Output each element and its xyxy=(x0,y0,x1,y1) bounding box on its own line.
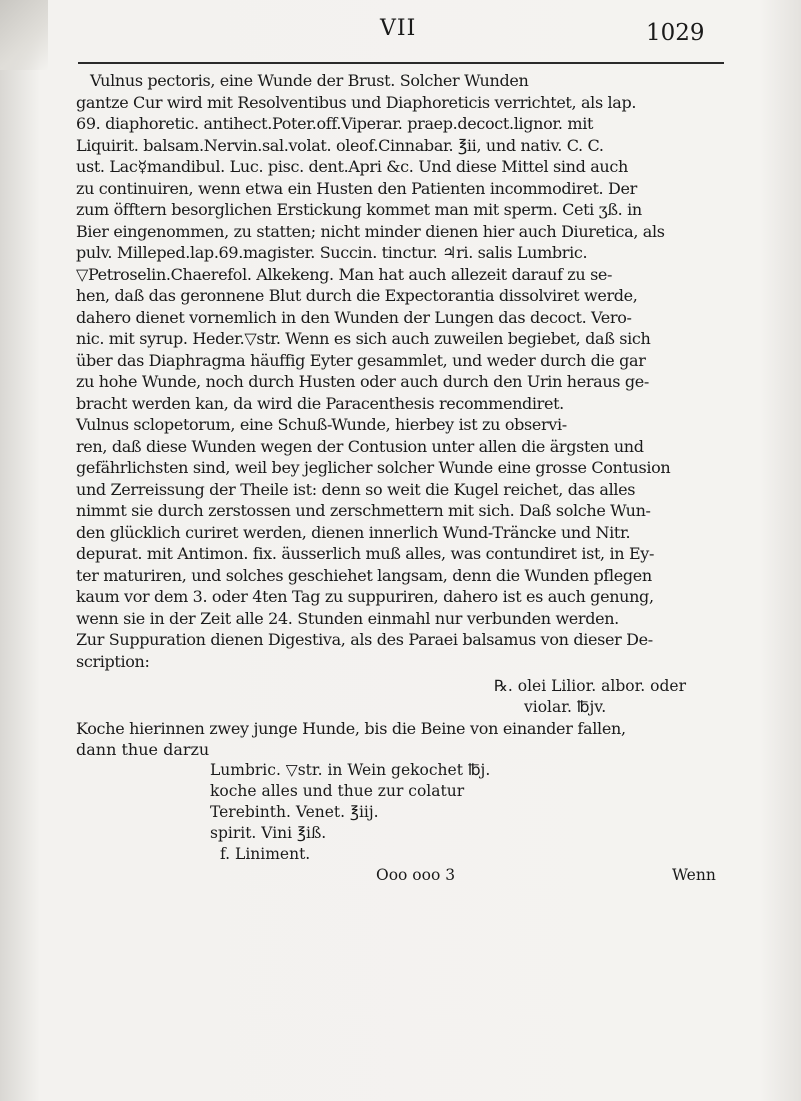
text-line: ren, daß diese Wunden wegen der Contusion unter allen die ärgsten und xyxy=(76,436,644,456)
main-text-block xyxy=(76,70,736,672)
text-line: pulv. Milleped.lap.69.magister. Succin. tinctur. ♃ri. salis Lumbric. xyxy=(76,243,588,262)
text-line: kaum vor dem 3. oder 4ten Tag zu suppuriren, dahero ist es auch genung, xyxy=(76,587,654,606)
signature-mark: Ooo ooo 3 xyxy=(376,866,456,884)
text-line: den glücklich curiret werden, dienen innerlich Wund-Träncke und Nitr. xyxy=(76,522,631,542)
text-line: bracht werden kan, da wird die Paracenthesis recommendiret. xyxy=(76,393,564,413)
recipe-line-5: Lumbric. ▽str. in Wein gekochet ℔j. xyxy=(210,761,491,779)
page-header xyxy=(0,6,801,66)
text-line: ust. Lac☿mandibul. Luc. pisc. dent.Apri &c. Und diese Mittel sind auch xyxy=(76,157,628,176)
text-line: über das Diaphragma häuffig Eyter gesammlet, und weder durch die gar xyxy=(76,350,646,370)
text-line: gantze Cur wird mit Resolventibus und Diaphoreticis verrichtet, als lap. xyxy=(76,92,637,112)
text-line: Liquirit. balsam.Nervin.sal.volat. oleof.Cinnabar. ℥ii, und nativ. C. C. xyxy=(76,135,604,155)
recipe-line-7: Terebinth. Venet. ℥iij. xyxy=(210,803,379,821)
recipe-line-2: violar. ℔jv. xyxy=(524,698,607,716)
text-line: Bier eingenommen, zu statten; nicht minder dienen hier auch Diuretica, als xyxy=(76,221,665,241)
gathering-signature: VII xyxy=(380,16,417,41)
text-line: ▽Petroselin.Chaerefol. Alkekeng. Man hat auch allezeit darauf zu se- xyxy=(76,264,613,284)
text-line: Vulnus pectoris, eine Wunde der Brust. Solcher Wunden xyxy=(90,71,529,90)
recipe-line-9: f. Liniment. xyxy=(220,845,311,863)
page-number: 1029 xyxy=(646,20,705,46)
text-line: Vulnus sclopetorum, eine Schuß-Wunde, hierbey ist zu observi- xyxy=(76,415,567,434)
text-line: nic. mit syrup. Heder.▽str. Wenn es sich auch zuweilen begiebet, daß sich xyxy=(76,329,651,348)
recipe-line-3: Koche hierinnen zwey junge Hunde, bis die Beine von einander fallen, xyxy=(76,719,626,738)
footer-line xyxy=(76,865,736,886)
text-line: scription: xyxy=(76,651,150,671)
text-line: gefährlichsten sind, weil bey jeglicher solcher Wunde eine grosse Contusion xyxy=(76,458,671,477)
text-line: ter maturiren, und solches geschiehet langsam, denn die Wunden pflegen xyxy=(76,565,652,585)
text-line: hen, daß das geronnene Blut durch die Expectorantia dissolviret werde, xyxy=(76,286,638,305)
recipe-line-1: ℞. olei Lilior. albor. oder xyxy=(494,677,687,695)
text-line: Zur Suppuration dienen Digestiva, als des Paraei balsamus von dieser De- xyxy=(76,630,653,649)
text-line: und Zerreissung der Theile ist: denn so weit die Kugel reichet, das alles xyxy=(76,479,636,499)
catchword: Wenn xyxy=(672,866,716,884)
text-line: wenn sie in der Zeit alle 24. Stunden einmahl nur verbunden werden. xyxy=(76,608,619,628)
text-line: nimmt sie durch zerstossen und zerschmettern mit sich. Daß solche Wun- xyxy=(76,501,651,520)
text-line: zu hohe Wunde, noch durch Husten oder auch durch den Urin heraus ge- xyxy=(76,372,649,391)
header-rule xyxy=(78,62,724,64)
recipe-line-4: dann thue darzu xyxy=(76,740,210,759)
text-line: zu continuiren, wenn etwa ein Husten den Patienten incommodiret. Der xyxy=(76,178,637,198)
text-line: 69. diaphoretic. antihect.Poter.off.Viperar. praep.decoct.lignor. mit xyxy=(76,114,594,133)
recipe-block xyxy=(76,676,736,886)
text-line: dahero dienet vornemlich in den Wunden der Lungen das decoct. Vero- xyxy=(76,307,632,327)
recipe-line-8: spirit. Vini ℥iß. xyxy=(210,824,327,842)
text-line: zum öfftern besorglichen Erstickung kommet man mit sperm. Ceti ʒß. in xyxy=(76,200,642,219)
recipe-line-6: koche alles und thue zur colatur xyxy=(210,782,465,800)
text-line: depurat. mit Antimon. fix. äusserlich muß alles, was contundiret ist, in Ey- xyxy=(76,544,655,563)
